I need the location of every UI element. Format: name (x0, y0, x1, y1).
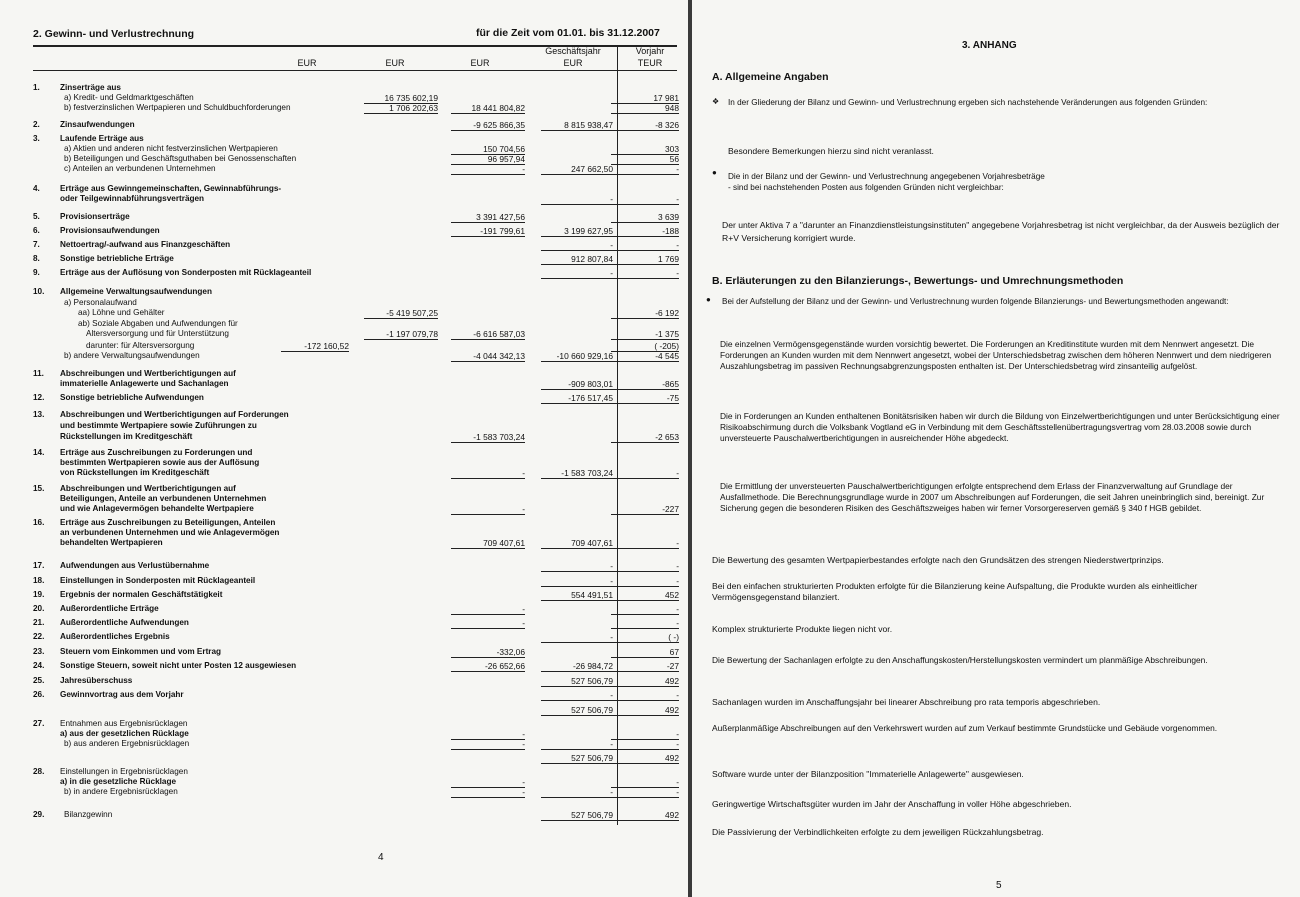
row-label: Sonstige Steuern, soweit nicht unter Posten 12 ausgewiesen (60, 661, 297, 670)
amount-c4: -10 660 929,16 (541, 351, 613, 362)
row-label: Altersversorgung und für Unterstützung (86, 329, 229, 338)
row-label: Laufende Erträge aus (60, 134, 144, 143)
row-number: 28. (33, 767, 45, 776)
amount-c4: - (541, 632, 613, 643)
row-label: darunter: für Altersversorgung (86, 341, 195, 350)
col2-head: EUR (385, 58, 405, 68)
amount-c5: - (611, 690, 679, 701)
row-number: 3. (33, 134, 40, 143)
amount-c4: - (541, 690, 613, 701)
amount-c4: 709 407,61 (541, 538, 613, 549)
amount-c3: - (451, 504, 525, 515)
col4-head: EUR (563, 58, 583, 68)
row-label: Ergebnis der normalen Geschäftstätigkeit (60, 590, 223, 599)
row-label: Rückstellungen im Kreditgeschäft (60, 432, 193, 441)
row-label: a) Personalaufwand (64, 298, 137, 307)
row-label: Entnahmen aus Ergebnisrücklagen (60, 719, 188, 728)
row-label: b) in andere Ergebnisrücklagen (64, 787, 178, 796)
amount-c5: -865 (611, 379, 679, 390)
row-number: 9. (33, 268, 40, 277)
col4-top: Geschäftsjahr (545, 46, 601, 56)
row-number: 29. (33, 810, 45, 819)
amount-c5: -188 (611, 226, 679, 237)
row-label: Gewinnvortrag aus dem Vorjahr (60, 690, 184, 699)
amount-c4: - (541, 739, 613, 750)
row-label: Provisionserträge (60, 212, 130, 221)
amount-c5: - (611, 561, 679, 572)
row-label: Einstellungen in Ergebnisrücklagen (60, 767, 188, 776)
amount-c5: 452 (611, 590, 679, 601)
method-paragraph: Sachanlagen wurden im Anschaffungsjahr bei linearer Abschreibung pro rata temporis abgeschrieben. (712, 697, 1101, 707)
gv-title: 2. Gewinn- und Verlustrechnung (33, 28, 195, 40)
amount-c3: 18 441 804,82 (451, 103, 525, 114)
row-label: b) festverzinslichen Wertpapieren und Schuldbuchforderungen (64, 103, 291, 112)
amount-c4: 527 506,79 (541, 753, 613, 764)
header-rule (33, 70, 677, 71)
amount-c5: 492 (611, 810, 679, 821)
method-paragraph: Geringwertige Wirtschaftsgüter wurden im Jahr der Anschaffung in voller Höhe abgeschrieben. (712, 799, 1072, 809)
row-number: 19. (33, 590, 45, 599)
row-number: 15. (33, 484, 45, 493)
bullet-icon: ● (712, 168, 717, 177)
amount-c3: - (451, 777, 525, 788)
col3-head: EUR (470, 58, 490, 68)
amount-c4: - (541, 194, 613, 205)
amount-c5: -8 326 (611, 120, 679, 131)
amount-c5: 17 981 (611, 93, 679, 104)
amount-c5: 303 (611, 144, 679, 155)
a-bullet-2-line2: - sind bei nachstehenden Posten aus folgenden Gründen nicht vergleichbar: (728, 183, 1004, 192)
amount-c5: 948 (611, 103, 679, 114)
amount-c3: - (451, 604, 525, 615)
amount-c2: 1 706 202,63 (364, 103, 438, 114)
row-label: Beteiligungen, Anteile an verbundenen Unternehmen (60, 494, 267, 503)
a-text-2: Der unter Aktiva 7 a "darunter an Finanzdienstleistungsinstituten" angegebene Vorjahresbetrag ist nicht vergleichbar, da der Ausweis bezüglich der R+V Versicherung korrigiert wurde. (722, 220, 1280, 243)
amount-c3: -9 625 866,35 (451, 120, 525, 131)
row-label: Einstellungen in Sonderposten mit Rücklageanteil (60, 576, 256, 585)
row-number: 20. (33, 604, 45, 613)
row-label: von Rückstellungen im Kreditgeschäft (60, 468, 210, 477)
amount-c5: -4 545 (611, 351, 679, 362)
row-number: 10. (33, 287, 45, 296)
row-number: 26. (33, 690, 45, 699)
method-paragraph: Komplex strukturierte Produkte liegen nicht vor. (712, 624, 893, 634)
method-paragraph: Die einzelnen Vermögensgegenstände wurden vorsichtig bewertet. Die Forderungen an Kreditinstitute wurden mit dem Nennwert angesetzt. Die Forderungen an Kunden wurden mit dem Nennwert angesetzt, wobei der Unterschiedsbetrag zwischen dem höheren Nennwert und dem niedrigeren Auszahlungsbetrag im passiven Rechnungsabgrenzungsposten enthalten ist. Der Unterschiedsbetrag wird zinsanteilig aufgelöst. (720, 339, 1272, 372)
amount-c5: 1 769 (611, 254, 679, 265)
amount-c5: - (611, 604, 679, 615)
row-label: Zinsaufwendungen (60, 120, 135, 129)
amount-c3: - (451, 739, 525, 750)
row-number: 13. (33, 410, 45, 419)
amount-c5: - (611, 538, 679, 549)
amount-c5: 67 (611, 647, 679, 658)
method-paragraph: Die Passivierung der Verbindlichkeiten erfolgte zu dem jeweiligen Rückzahlungsbetrag. (712, 827, 1044, 837)
b-bullet: Bei der Aufstellung der Bilanz und der Gewinn- und Verlustrechnung wurden folgende Bilanzierungs- und Bewertungsmethoden angewandt: (722, 297, 1229, 306)
row-label: oder Teilgewinnabführungsverträgen (60, 194, 205, 203)
amount-c3: -4 044 342,13 (451, 351, 525, 362)
right-page (692, 0, 1300, 897)
amount-c4: -1 583 703,24 (541, 468, 613, 479)
row-label: Allgemeine Verwaltungsaufwendungen (60, 287, 212, 296)
amount-c5: ( -205) (611, 341, 679, 352)
row-number: 21. (33, 618, 45, 627)
anhang-heading: 3. ANHANG (962, 40, 1017, 51)
amount-c4: 3 199 627,95 (541, 226, 613, 237)
row-number: 22. (33, 632, 45, 641)
a-bullet-2-line1: Die in der Bilanz und der Gewinn- und Verlustrechnung angegebenen Vorjahresbeträge (728, 172, 1045, 181)
row-label: a) in die gesetzliche Rücklage (60, 777, 177, 786)
amount-c3: - (451, 729, 525, 740)
row-label: Sonstige betriebliche Aufwendungen (60, 393, 204, 402)
amount-c4: - (541, 787, 613, 798)
amount-c5: - (611, 787, 679, 798)
row-number: 24. (33, 661, 45, 670)
row-label: Erträge aus der Auflösung von Sonderposten mit Rücklageanteil (60, 268, 312, 277)
amount-c5: - (611, 468, 679, 479)
row-number: 23. (33, 647, 45, 656)
amount-c5: - (611, 777, 679, 788)
amount-c5: -227 (611, 504, 679, 515)
col1-head: EUR (297, 58, 317, 68)
row-label: Abschreibungen und Wertberichtigungen auf Forderungen (60, 410, 289, 419)
row-number: 4. (33, 184, 40, 193)
amount-c3: -332,06 (451, 647, 525, 658)
amount-c5: - (611, 618, 679, 629)
amount-c3: - (451, 787, 525, 798)
row-number: 17. (33, 561, 45, 570)
row-number: 25. (33, 676, 45, 685)
row-label: b) Beteiligungen und Geschäftsguthaben bei Genossenschaften (64, 154, 297, 163)
row-number: 8. (33, 254, 40, 263)
a-bullet-1: In der Gliederung der Bilanz und Gewinn- und Verlustrechnung ergeben sich nachstehende Veränderungen aus folgenden Gründen: (728, 98, 1208, 107)
amount-c2: -1 197 079,78 (364, 329, 438, 340)
amount-c3: -6 616 587,03 (451, 329, 525, 340)
section-b-heading: B. Erläuterungen zu den Bilanzierungs-, Bewertungs- und Umrechnungsmethoden (712, 275, 1124, 287)
method-paragraph: Software wurde unter der Bilanzposition "Immaterielle Anlagewerte" ausgewiesen. (712, 769, 1024, 779)
amount-c3: 709 407,61 (451, 538, 525, 549)
row-label: behandelten Wertpapieren (60, 538, 163, 547)
row-label: Jahresüberschuss (60, 676, 133, 685)
amount-c5: - (611, 268, 679, 279)
row-label: Zinserträge aus (60, 83, 121, 92)
amount-c5: - (611, 729, 679, 740)
amount-c5: -2 653 (611, 432, 679, 443)
amount-c4: 912 807,84 (541, 254, 613, 265)
amount-c1: -172 160,52 (281, 341, 349, 352)
row-label: Nettoertrag/-aufwand aus Finanzgeschäften (60, 240, 231, 249)
row-label: Sonstige betriebliche Erträge (60, 254, 174, 263)
amount-c3: - (451, 164, 525, 175)
row-number: 16. (33, 518, 45, 527)
row-label: Abschreibungen und Wertberichtigungen auf (60, 369, 236, 378)
row-number: 2. (33, 120, 40, 129)
row-label: Außerordentliches Ergebnis (60, 632, 170, 641)
row-label: und wie Anlagevermögen behandelte Wertpapiere (60, 504, 254, 513)
amount-c4: - (541, 268, 613, 279)
amount-c5: - (611, 240, 679, 251)
amount-c4: 247 662,50 (541, 164, 613, 175)
amount-c5: -75 (611, 393, 679, 404)
amount-c4: - (541, 561, 613, 572)
amount-c5: -6 192 (611, 308, 679, 319)
row-label: Abschreibungen und Wertberichtigungen auf (60, 484, 236, 493)
row-label: Erträge aus Zuschreibungen zu Forderungen und (60, 448, 253, 457)
row-number: 5. (33, 212, 40, 221)
bullet-icon: ❖ (712, 97, 720, 106)
row-label: Außerordentliche Erträge (60, 604, 159, 613)
method-paragraph: Die Bewertung des gesamten Wertpapierbestandes erfolgte nach den Grundsätzen des strengen Niederstwertprinzips. (712, 555, 1164, 565)
method-paragraph: Außerplanmäßige Abschreibungen auf den Verkehrswert wurden auf zum Verkauf bestimmte Grundstücke und Gebäude vorgenommen. (712, 723, 1218, 733)
row-label: b) andere Verwaltungsaufwendungen (64, 351, 200, 360)
row-number: 11. (33, 369, 44, 378)
method-paragraph: Bei den einfachen strukturierten Produkten erfolgte für die Bilanzierung keine Aufspaltung, die Produkte wurden als einheitlicher Vermögensgegenstand bilanziert. (712, 581, 1198, 603)
amount-c3: -1 583 703,24 (451, 432, 525, 443)
amount-c5: 3 639 (611, 212, 679, 223)
row-label: a) Kredit- und Geldmarktgeschäften (64, 93, 194, 102)
row-label: Aufwendungen aus Verlustübernahme (60, 561, 210, 570)
amount-c5: 492 (611, 705, 679, 716)
bullet-icon: ● (706, 295, 711, 304)
amount-c3: - (451, 468, 525, 479)
row-label: c) Anteilen an verbundenen Unternehmen (64, 164, 216, 173)
row-label: a) aus der gesetzlichen Rücklage (60, 729, 189, 738)
amount-c4: -26 984,72 (541, 661, 613, 672)
amount-c5: ( -) (611, 632, 679, 643)
row-number: 6. (33, 226, 40, 235)
amount-c3: 96 957,94 (451, 154, 525, 165)
row-label: Provisionsaufwendungen (60, 226, 160, 235)
amount-c4: 554 491,51 (541, 590, 613, 601)
amount-c4: 527 506,79 (541, 705, 613, 716)
row-label: b) aus anderen Ergebnisrücklagen (64, 739, 190, 748)
row-label: bestimmten Wertpapieren sowie aus der Auflösung (60, 458, 260, 467)
row-label: aa) Löhne und Gehälter (78, 308, 165, 317)
section-a-heading: A. Allgemeine Angaben (712, 71, 829, 83)
amount-c4: - (541, 240, 613, 251)
amount-c5: - (611, 576, 679, 587)
row-number: 1. (33, 83, 40, 92)
amount-c3: - (451, 618, 525, 629)
method-paragraph: Die Ermittlung der unversteuerten Pauschalwertberichtigungen erfolgte entsprechend dem Erlass der Finanzverwaltung auf Grundlage der Ausfallmethode. Die Berechnungsgrundlage wurde in 2007 um Abschreibungen auf Forderungen, die seit Jahren uneinbringlich sind, bereinigt. Zur Sicherung gegen die besonderen Risiken des Geschäftszweiges haben wir ferner Vorsorgereserven gemäß § 340 f HGB gebildet. (720, 481, 1265, 514)
row-number: 27. (33, 719, 45, 728)
row-label: ab) Soziale Abgaben und Aufwendungen für (78, 319, 238, 328)
amount-c3: -26 652,66 (451, 661, 525, 672)
page-number-left: 4 (378, 852, 384, 863)
a-text-1: Besondere Bemerkungen hierzu sind nicht veranlasst. (728, 146, 934, 156)
amount-c5: 492 (611, 676, 679, 687)
amount-c5: -1 375 (611, 329, 679, 340)
row-number: 18. (33, 576, 45, 585)
amount-c4: 527 506,79 (541, 676, 613, 687)
amount-c4: -909 803,01 (541, 379, 613, 390)
row-label: Erträge aus Zuschreibungen zu Beteiligungen, Anteilen (60, 518, 276, 527)
row-label: Steuern vom Einkommen und vom Ertrag (60, 647, 222, 656)
amount-c5: - (611, 194, 679, 205)
row-number: 12. (33, 393, 45, 402)
amount-c4: - (541, 576, 613, 587)
method-paragraph: Die Bewertung der Sachanlagen erfolgte zu den Anschaffungskosten/Herstellungskosten vermindert um planmäßige Abschreibungen. (712, 655, 1208, 665)
amount-c5: - (611, 739, 679, 750)
amount-c5: - (611, 164, 679, 175)
amount-c2: -5 419 507,25 (364, 308, 438, 319)
row-label: Außerordentliche Aufwendungen (60, 618, 189, 627)
amount-c2: 16 735 602,19 (364, 93, 438, 104)
row-number: 7. (33, 240, 40, 249)
amount-c3: 150 704,56 (451, 144, 525, 155)
amount-c5: 492 (611, 753, 679, 764)
amount-c4: -176 517,45 (541, 393, 613, 404)
page-number-right: 5 (996, 880, 1002, 891)
amount-c5: -27 (611, 661, 679, 672)
gv-period: für die Zeit vom 01.01. bis 31.12.2007 (476, 27, 660, 39)
row-number: 14. (33, 448, 45, 457)
amount-c5: 56 (611, 154, 679, 165)
amount-c3: 3 391 427,56 (451, 212, 525, 223)
col5-top: Vorjahr (635, 46, 665, 56)
row-label: an verbundenen Unternehmen und wie Anlagevermögen (60, 528, 280, 537)
amount-c3: -191 799,61 (451, 226, 525, 237)
row-label: Erträge aus Gewinngemeinschaften, Gewinnabführungs- (60, 184, 282, 193)
amount-c4: 8 815 938,47 (541, 120, 613, 131)
row-label: Bilanzgewinn (64, 810, 113, 819)
row-label: und bestimmte Wertpapiere sowie Zuführungen zu (60, 421, 257, 430)
row-label: immaterielle Anlagewerte und Sachanlagen (60, 379, 229, 388)
method-paragraph: Die in Forderungen an Kunden enthaltenen Bonitätsrisiken haben wir durch die Bildung von Einzelwertberichtigungen und unter Berücksichtigung einer Risikoabschirmung durch die Volksbank Vogtland eG in Verbindung mit dem Geschäftsstellenübertragungsvertrag vom 28.03.2008 sowie durch unversteuerte Pauschalwertberichtigungen in ausreichender Höhe abgedeckt. (720, 411, 1280, 444)
row-label: a) Aktien und anderen nicht festverzinslichen Wertpapieren (64, 144, 278, 153)
amount-c4: 527 506,79 (541, 810, 613, 821)
col5-head: TEUR (637, 58, 663, 68)
